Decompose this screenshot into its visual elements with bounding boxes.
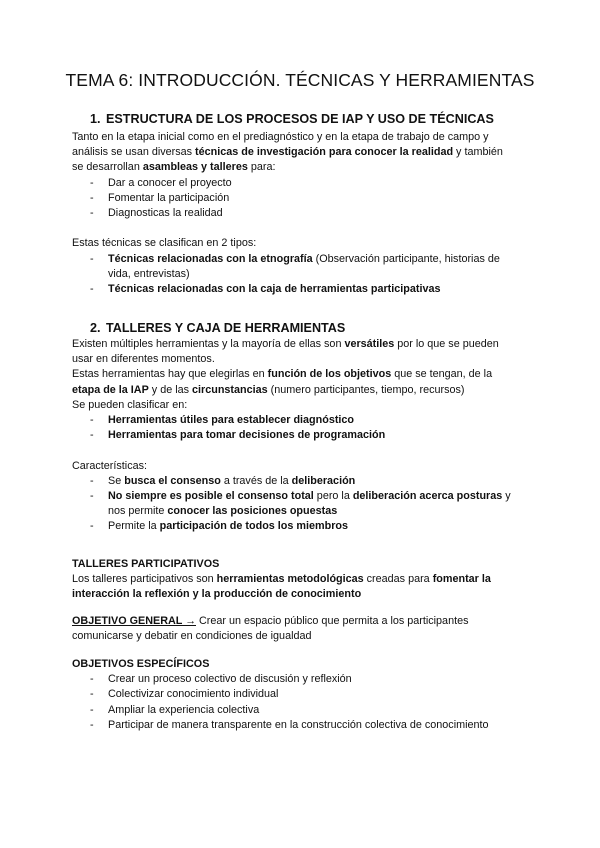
section-1-number: 1. bbox=[90, 112, 101, 126]
talleres-heading: TALLERES PARTICIPATIVOS bbox=[72, 558, 220, 570]
objetivo-general-label: OBJETIVO GENERAL → bbox=[72, 615, 196, 627]
dash: - bbox=[90, 282, 94, 295]
text: Permite la bbox=[108, 520, 160, 533]
bold-text: deliberación acerca posturas bbox=[352, 489, 503, 502]
text: que se tengan, de la bbox=[391, 368, 493, 381]
bold-text: Técnicas relacionadas con la etnografía bbox=[108, 252, 313, 265]
section-1-body bbox=[72, 130, 532, 297]
text: usar en diferentes momentos. bbox=[72, 353, 215, 366]
section-2-number: 2. bbox=[90, 321, 101, 335]
list-item-continuation bbox=[72, 504, 532, 519]
paragraph-line bbox=[72, 629, 532, 644]
bold-text: técnicas de investigación para conocer la realidad bbox=[195, 146, 454, 159]
text: y bbox=[502, 489, 511, 502]
list-item-text: Dar a conocer el proyecto bbox=[108, 176, 232, 189]
dash: - bbox=[90, 176, 94, 189]
bold-text: Herramientas para tomar decisiones de programación bbox=[108, 429, 386, 442]
text: análisis se usan diversas bbox=[72, 146, 196, 159]
bold-text: deliberación bbox=[291, 474, 356, 487]
list-item-text: Colectivizar conocimiento individual bbox=[108, 688, 279, 701]
list-item bbox=[72, 519, 532, 534]
list-item bbox=[72, 489, 532, 504]
text: pero la bbox=[313, 489, 353, 502]
text: y también bbox=[453, 146, 503, 159]
section-2-heading bbox=[90, 321, 345, 335]
dash: - bbox=[90, 703, 94, 716]
dash: - bbox=[90, 688, 94, 701]
text: Se pueden clasificar en: bbox=[72, 398, 188, 411]
paragraph-line bbox=[72, 572, 532, 587]
bold-text: fomentar la bbox=[432, 573, 491, 586]
list-item bbox=[72, 687, 532, 702]
list-item bbox=[72, 176, 532, 191]
text: creadas para bbox=[363, 573, 433, 586]
list-item bbox=[72, 413, 532, 428]
objetivos-especificos-heading: OBJETIVOS ESPECÍFICOS bbox=[72, 658, 210, 670]
bold-text: herramientas metodológicas bbox=[216, 573, 364, 586]
list-item bbox=[72, 252, 532, 267]
paragraph-line bbox=[72, 145, 532, 160]
list-item bbox=[72, 191, 532, 206]
objetivos-especificos-section bbox=[72, 657, 532, 733]
list-item bbox=[72, 428, 532, 443]
dash: - bbox=[90, 718, 94, 731]
paragraph-line bbox=[72, 130, 532, 145]
bold-text: participación de todos los miembros bbox=[159, 520, 348, 533]
talleres-section bbox=[72, 557, 532, 603]
bold-text: función de los objetivos bbox=[267, 368, 392, 381]
text: (Observación participante, historias de bbox=[312, 252, 500, 265]
list-item-continuation bbox=[72, 267, 532, 282]
dash: - bbox=[90, 489, 94, 502]
list-item-text: Ampliar la experiencia colectiva bbox=[108, 703, 260, 716]
dash: - bbox=[90, 429, 94, 442]
paragraph-line bbox=[72, 459, 532, 474]
bold-text: versátiles bbox=[344, 338, 395, 350]
bold-text: busca el consenso bbox=[124, 474, 221, 487]
text: para: bbox=[247, 161, 276, 174]
text: Estas herramientas hay que elegirlas en bbox=[72, 368, 268, 381]
list-item-text: Participar de manera transparente en la construcción colectiva de conocimiento bbox=[108, 718, 489, 731]
dash: - bbox=[90, 673, 94, 686]
section-2-title: TALLERES Y CAJA DE HERRAMIENTAS bbox=[106, 321, 346, 335]
bold-text: Herramientas útiles para establecer diagnóstico bbox=[108, 413, 355, 426]
dash: - bbox=[90, 206, 94, 219]
text: Crear un espacio público que permita a los participantes bbox=[196, 615, 469, 627]
section-2-body bbox=[72, 337, 532, 534]
page-title: TEMA 6: INTRODUCCIÓN. TÉCNICAS Y HERRAMIENTAS bbox=[65, 70, 535, 90]
text: Los talleres participativos son bbox=[72, 573, 217, 586]
paragraph-line bbox=[72, 352, 532, 367]
section-1-heading bbox=[90, 112, 494, 126]
dash: - bbox=[90, 413, 94, 426]
bold-text: No siempre es posible el consenso total bbox=[108, 489, 314, 502]
paragraph-line bbox=[72, 398, 532, 413]
list-item-text: Diagnosticas la realidad bbox=[108, 206, 223, 219]
bold-text: circunstancias bbox=[192, 383, 268, 396]
paragraph-line bbox=[72, 614, 532, 629]
text: vida, entrevistas) bbox=[108, 267, 190, 280]
dash: - bbox=[90, 191, 94, 204]
list-item bbox=[72, 703, 532, 718]
bold-text: conocer las posiciones opuestas bbox=[167, 505, 338, 518]
text: a través de la bbox=[220, 474, 292, 487]
bold-text: interacción la reflexión y la producción de conocimiento bbox=[72, 588, 362, 601]
text: y de las bbox=[148, 383, 193, 396]
text: Estas técnicas se clasifican en 2 tipos: bbox=[72, 237, 257, 250]
dash: - bbox=[90, 520, 94, 533]
paragraph-line bbox=[72, 160, 532, 175]
paragraph-line bbox=[72, 587, 532, 602]
objetivo-general-section bbox=[72, 614, 532, 644]
section-1-title: ESTRUCTURA DE LOS PROCESOS DE IAP Y USO DE TÉCNICAS bbox=[106, 112, 494, 126]
spacer bbox=[72, 221, 532, 236]
text: comunicarse y debatir en condiciones de igualdad bbox=[72, 630, 312, 643]
spacer bbox=[72, 443, 532, 458]
text: Tanto en la etapa inicial como en el prediagnóstico y en la etapa de trabajo de campo y bbox=[72, 131, 489, 143]
paragraph-line bbox=[72, 337, 532, 352]
paragraph-line bbox=[72, 367, 532, 382]
bold-text: etapa de la IAP bbox=[72, 383, 149, 396]
dash: - bbox=[90, 474, 94, 487]
paragraph-line bbox=[72, 236, 532, 251]
list-item bbox=[72, 672, 532, 687]
text: nos permite bbox=[108, 505, 168, 518]
dash: - bbox=[90, 252, 94, 265]
list-item bbox=[72, 474, 532, 489]
list-item-text: Fomentar la participación bbox=[108, 191, 230, 204]
text: se desarrollan bbox=[72, 161, 143, 174]
text: Características: bbox=[72, 459, 147, 472]
text: Existen múltiples herramientas y la mayoría de ellas son bbox=[72, 338, 345, 350]
list-item-text: Crear un proceso colectivo de discusión y reflexión bbox=[108, 673, 352, 686]
list-item bbox=[72, 206, 532, 221]
bold-text: asambleas y talleres bbox=[142, 161, 248, 174]
bold-text: Técnicas relacionadas con la caja de herramientas participativas bbox=[108, 282, 441, 295]
paragraph-line bbox=[72, 383, 532, 398]
list-item bbox=[72, 718, 532, 733]
text: (numero participantes, tiempo, recursos) bbox=[267, 383, 465, 396]
list-item bbox=[72, 282, 532, 297]
text: por lo que se pueden bbox=[394, 338, 499, 350]
text: Se bbox=[108, 474, 125, 487]
